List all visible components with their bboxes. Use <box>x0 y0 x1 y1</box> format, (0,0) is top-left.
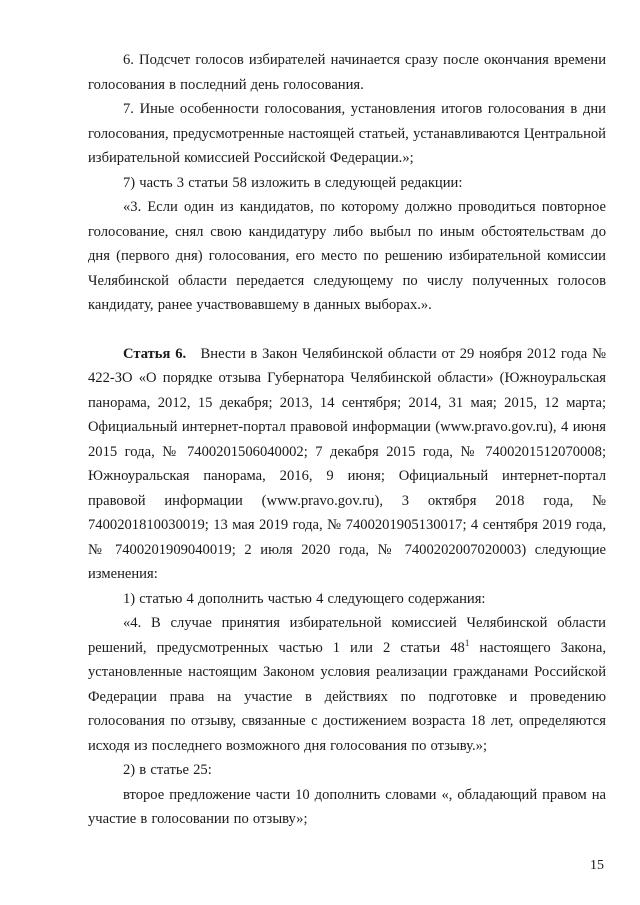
paragraph-amend-article-58: 7) часть 3 статьи 58 изложить в следующей редакции: <box>123 174 463 191</box>
document-body <box>88 48 606 832</box>
article-label: Статья 6. <box>123 345 187 362</box>
paragraph-article-4-text <box>88 611 606 758</box>
paragraph-article-25-text: второе предложение части 10 дополнить словами «, обладающий правом на участие в голосовании по отзыву»; <box>88 786 606 827</box>
paragraph-article-58-text: «3. Если один из кандидатов, по которому должно проводиться повторное голосование, снял свою кандидатуру либо выбыл по иным обстоятельствам до дня (первого дня) голосования, его место по решению избирательной комиссии Челябинской области передается следующему по числу полученных голосов кандидату, ранее участвовавшему в данных выборах.». <box>88 199 606 313</box>
paragraph-amend-article-4: 1) статью 4 дополнить частью 4 следующего содержания: <box>123 590 486 607</box>
paragraph-gap <box>88 318 606 342</box>
article-4-text-start: «4. В случае принятия избирательной комиссией Челябинской области решений, предусмотренных частью 1 или 2 статьи 48 <box>88 615 606 656</box>
article-6-text: Внести в Закон Челябинской области от 29 ноября 2012 года № 422-ЗО «О порядке отзыва Губернатора Челябинской области» (Южноуральская панорама, 2012, 15 декабря; 2013, 14 сентября; 2014, 31 мая; 2015, 12 марта; Официальный интернет-портал правовой информации (www.pravo.gov.ru), 4 июня 2015 года, № 7400201506040002; 7 декабря 2015 года, № 7400201512070008; Южноуральская панорама, 2016, 9 июня; Официальный интернет-портал правовой информации (www.pravo.gov.ru), 3 октября 2018 года, № 7400201810030019; 13 мая 2019 года, № 7400201905130017; 4 сентября 2019 года, № 7400201909040019; 2 июля 2020 года, № 7400202007020003) следующие изменения: <box>88 345 606 582</box>
paragraph-article-25: 2) в статье 25: <box>123 762 212 778</box>
article-4-text-end: настоящего Закона, установленные настоящим Законом условия реализации гражданами Российской Федерации права на участие в действиях по подготовке и проведению голосования по отзыву, связанные с достижением возраста 18 лет, определяются исходя из последнего возможного дня голосования по отзыву.»; <box>88 639 607 754</box>
page-number: 15 <box>590 858 604 873</box>
superscript: 1 <box>464 637 470 648</box>
paragraph-voting-features: 7. Иные особенности голосования, установления итогов голосования в дни голосования, предусмотренные настоящей статьей, устанавливаются Центральной избирательной комиссией Российской Федерации.»; <box>88 101 606 166</box>
paragraph-article-6 <box>88 342 606 587</box>
paragraph-vote-count: 6. Подсчет голосов избирателей начинается сразу после окончания времени голосования в последний день голосования. <box>88 52 606 93</box>
